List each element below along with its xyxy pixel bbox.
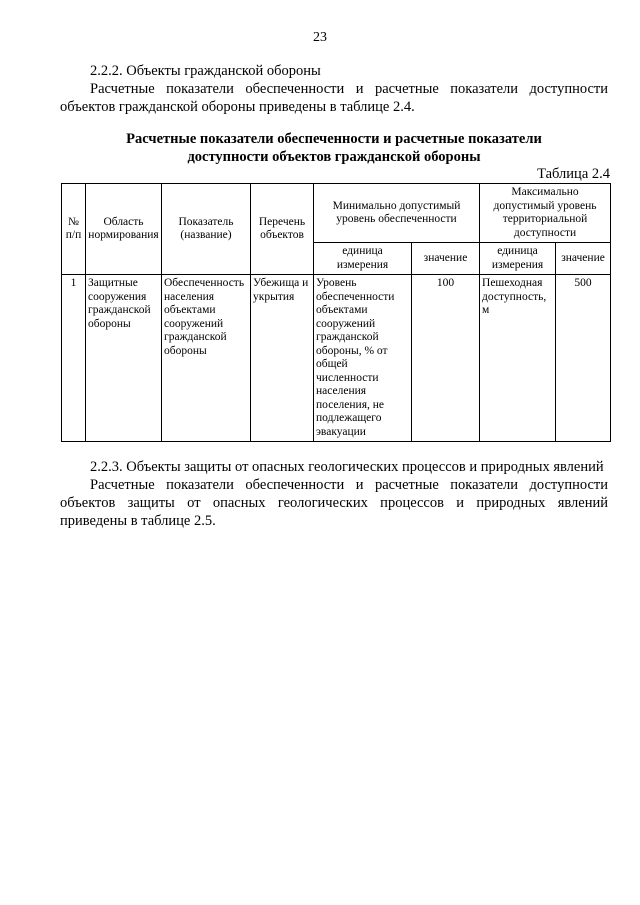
header-unit-max: единица измерения — [480, 243, 556, 275]
cell-list: Убежища и укрытия — [251, 275, 314, 442]
section-2-2-3 — [60, 458, 608, 530]
header-area: Область нормирования — [86, 184, 162, 275]
cell-area: Защитные сооружения гражданской обороны — [86, 275, 162, 442]
cell-indicator: Обеспеченность населения объектами сооружений гражданской обороны — [162, 275, 251, 442]
header-max-access: Максимально допустимый уровень территориальной доступности — [480, 184, 611, 243]
section-heading: 2.2.2. Объекты гражданской обороны — [90, 63, 321, 79]
header-value-max: значение — [556, 243, 611, 275]
table-title — [60, 130, 608, 166]
header-indicator: Показатель (название) — [162, 184, 251, 275]
cell-unit-min: Уровень обеспеченности объектами сооружений гражданской обороны, % от общей численности населения поселения, не подлежащего эвакуации — [314, 275, 412, 442]
table-title-line: доступности объектов гражданской обороны — [187, 149, 481, 165]
table-title-line: Расчетные показатели обеспеченности и расчетные показатели — [126, 131, 542, 147]
cell-unit-max: Пешеходная доступность, м — [480, 275, 556, 442]
header-num: № п/п — [62, 184, 86, 275]
section-heading: 2.2.3. Объекты защиты от опасных геологических процессов и природных явлений — [90, 459, 604, 475]
table-row — [62, 275, 611, 442]
section-paragraph: Расчетные показатели обеспеченности и расчетные показатели доступности объектов гражданской обороны приведены в таблице 2.4. — [60, 81, 608, 115]
page-number: 23 — [313, 30, 327, 45]
cell-value-max: 500 — [556, 275, 611, 442]
section-paragraph: Расчетные показатели обеспеченности и расчетные показатели доступности объектов защиты от опасных геологических процессов и природных явлений приведены в таблице 2.5. — [60, 477, 608, 529]
cell-num: 1 — [62, 275, 86, 442]
header-value-min: значение — [412, 243, 480, 275]
header-list: Перечень объектов — [251, 184, 314, 275]
section-2-2-2 — [60, 62, 608, 116]
indicators-table — [61, 183, 611, 442]
cell-value-min: 100 — [412, 275, 480, 442]
header-unit-min: единица измерения — [314, 243, 412, 275]
table-label: Таблица 2.4 — [537, 166, 610, 182]
header-min-level: Минимально допустимый уровень обеспеченности — [314, 184, 480, 243]
